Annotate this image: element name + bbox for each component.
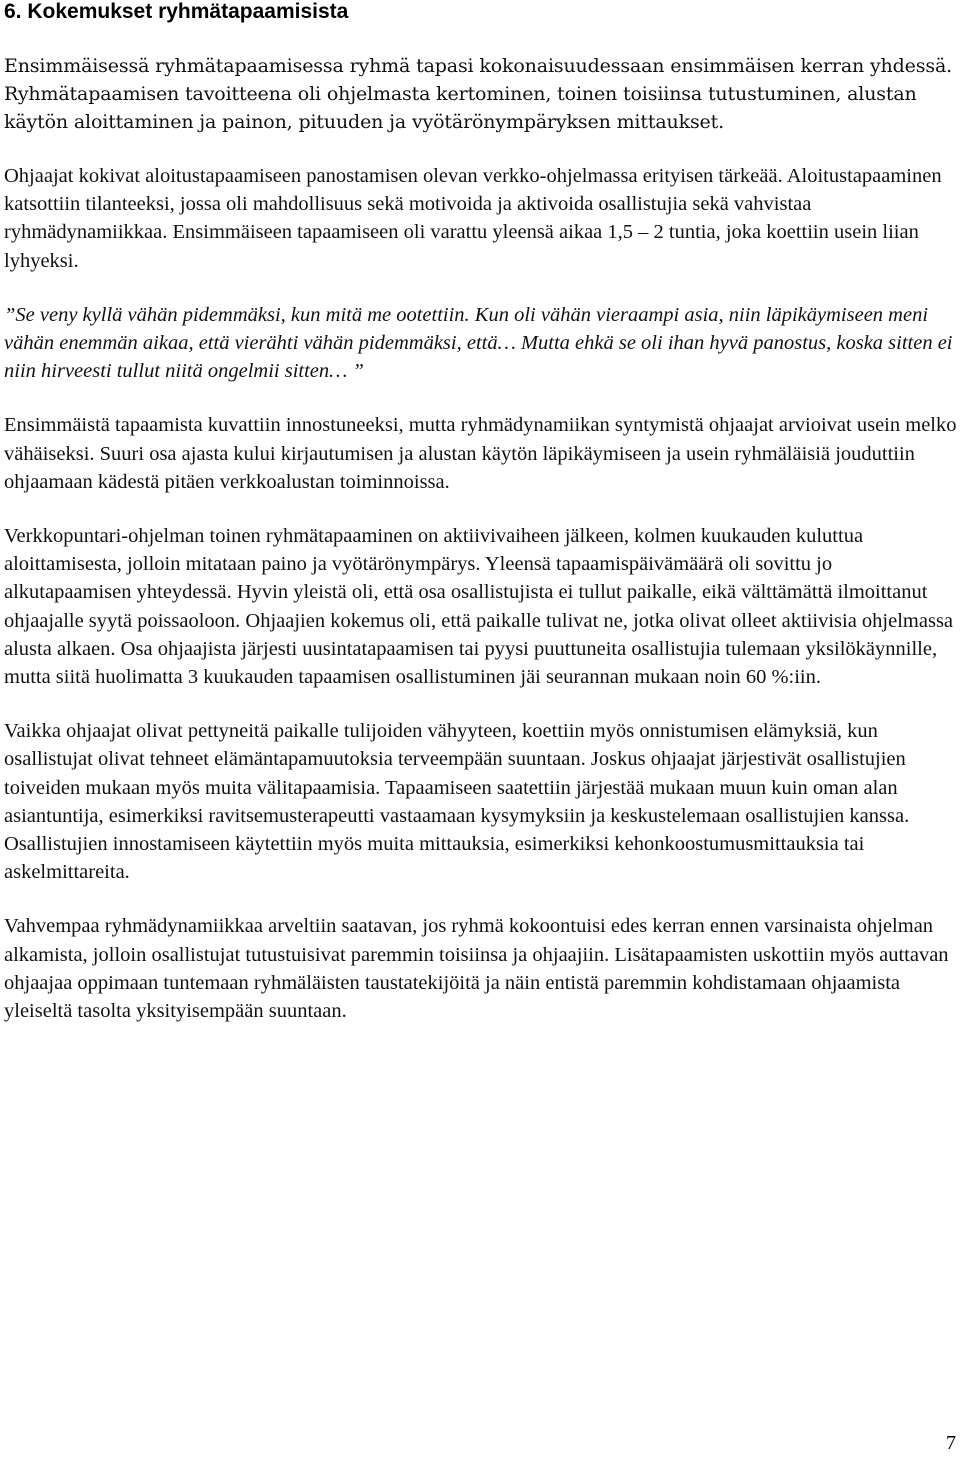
paragraph-onnistumiset: Vaikka ohjaajat olivat pettyneitä paikalle tulijoiden vähyyteen, koettiin myös onnistumisen elämyksiä, kun osallistujat olivat tehneet elämäntapamuutoksia terveempään suuntaan. Joskus ohjaajat järjestivät osallistujien toiveiden mukaan myös muita välitapaamisia. Tapaamiseen saatettiin järjestää mukaan muun kuin oman alan asiantuntija, esimerkiksi ravitsemusterapeutti vastaamaan kysymyksiin ja keskustelemaan osallistujien kanssa. Osallistujien innostamiseen käytettiin myös muita mittauksia, esimerkiksi kehonkoostumusmittauksia tai askelmittareita. [4,720,910,884]
paragraph-quote: ”Se veny kyllä vähän pidemmäksi, kun mitä me ootettiin. Kun oli vähän vieraampi asia, niin läpikäymiseen meni vähän enemmän aikaa, että vierähti vähän pidemmäksi, että… Mutta ehkä se oli ihan hyvä panostus, koska sitten ei niin hirveesti tullut niitä ongelmii sitten… ” [4,303,953,383]
paragraph-toinen-tapaaminen: Verkkopuntari-ohjelman toinen ryhmätapaaminen on aktiivivaiheen jälkeen, kolmen kuukauden kuluttua aloittamisesta, jolloin mitataan paino ja vyötärönympärys. Yleensä tapaamispäivämäärä oli sovittu jo alkutapaamisen yhteydessä. Hyvin yleistä oli, että osa osallistujista ei tullut paikalle, eikä välttämättä ilmoittanut ohjaajalle syytä poissaoloon. Ohjaajien kokemus oli, että paikalle tulivat ne, jotka olivat olleet aktiivisia ohjelmassa alusta alkaen. Osa ohjaajista järjesti uusintatapaamisen tai pyysi puuttuneita osallistujia tulemaan yksilökäynnille, mutta siitä huolimatta 3 kuukauden tapaamisen osallistuminen jäi seurannan mukaan noin 60 %:iin. [4,525,954,689]
document-page [4,0,958,1025]
paragraph-ensimmainen-tapaaminen: Ensimmäistä tapaamista kuvattiin innostuneeksi, mutta ryhmädynamiikan syntymistä ohjaajat arvioivat usein melko vähäiseksi. Suuri osa ajasta kului kirjautumisen ja alustan käytön läpikäymiseen ja usein ryhmäläisiä jouduttiin ohjaamaan kädestä pitäen verkkoalustan toiminnoissa. [4,414,957,493]
paragraph-aloitustapaaminen: Ohjaajat kokivat aloitustapaamiseen panostamisen olevan verkko-ohjelmassa erityisen tärkeää. Aloitustapaaminen katsottiin tilanteeksi, jossa oli mahdollisuus sekä motivoida ja aktivoida osallistujia sekä vahvistaa ryhmädynamiikkaa. Ensimmäiseen tapaamiseen oli varattu yleensä aikaa 1,5 – 2 tuntia, joka koettiin usein liian lyhyeksi. [4,165,942,272]
paragraph-intro: Ensimmäisessä ryhmätapaamisessa ryhmä tapasi kokonaisuudessaan ensimmäisen kerran yhdessä. Ryhmätapaamisen tavoitteena oli ohjelmasta kertominen, toinen toisiinsa tutustuminen, alustan käytön aloittaminen ja painon, pituuden ja vyötärönympäryksen mittaukset. [4,55,953,133]
section-heading: 6. Kokemukset ryhmätapaamisista [4,0,349,23]
paragraph-ryhmadynamiikka: Vahvempaa ryhmädynamiikkaa arveltiin saatavan, jos ryhmä kokoontuisi edes kerran ennen varsinaista ohjelman alkamista, jolloin osallistujat tutustuisivat paremmin toisiinsa ja ohjaajiin. Lisätapaamisten uskottiin myös auttavan ohjaajaa oppimaan tuntemaan ryhmäläisten taustatekijöitä ja näin entistä paremmin kohdistamaan ohjaamista yleiseltä tasolta yksityisempään suuntaan. [4,915,949,1023]
page-number: 7 [946,1432,956,1454]
